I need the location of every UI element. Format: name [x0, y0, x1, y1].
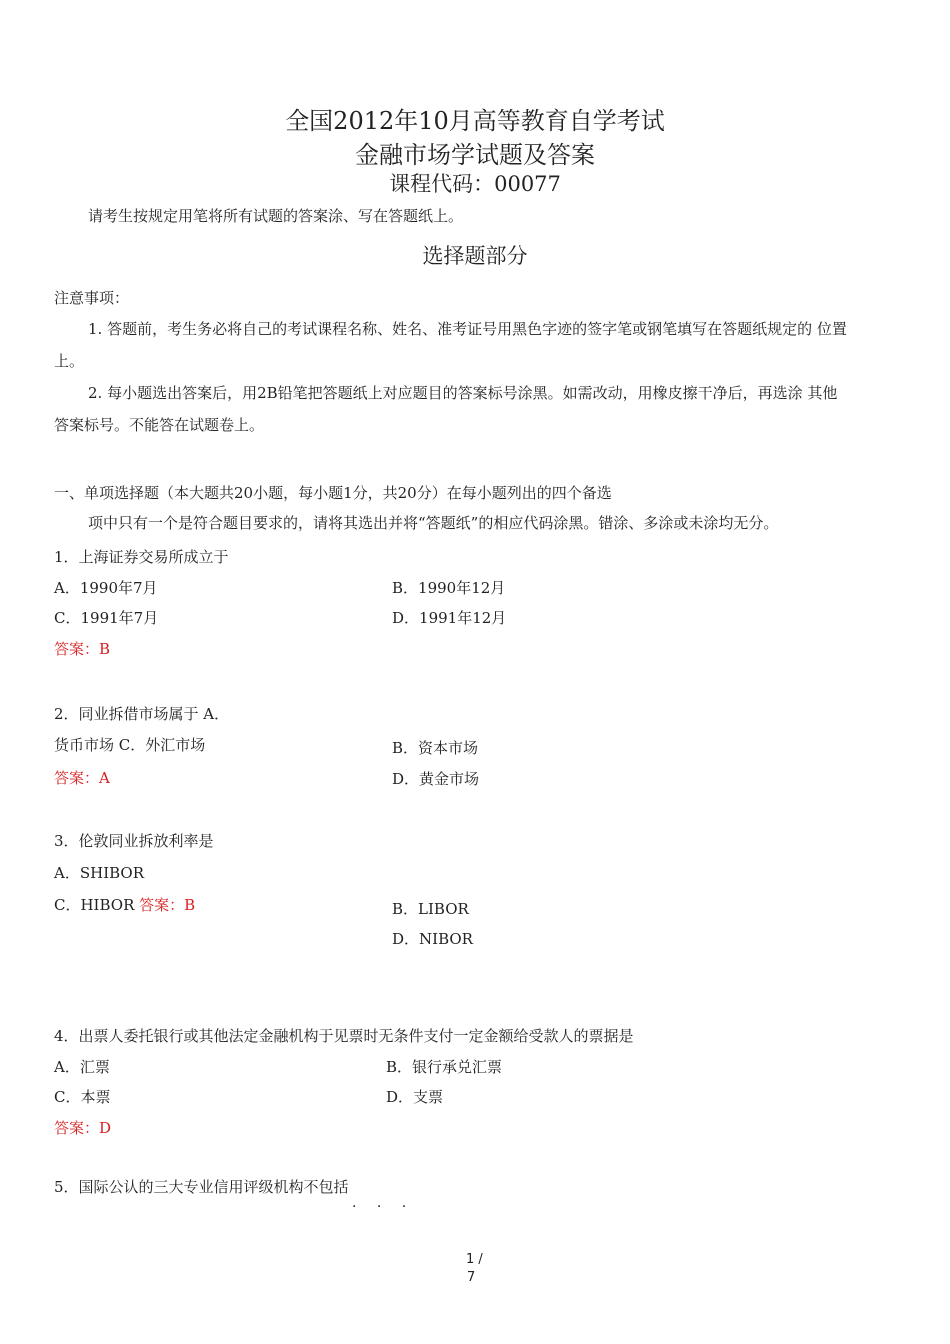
note1-line2: 上。: [54, 352, 85, 370]
q3-option-c-line: [54, 894, 195, 915]
q3-option-d: D．NIBOR: [392, 930, 473, 948]
q1-option-a: A．1990年7月: [54, 579, 158, 597]
q1-option-d: D．1991年12月: [392, 609, 507, 627]
q4-stem: 4．出票人委托银行或其他法定金融机构于见票时无条件支付一定金额给受款人的票据是: [54, 1027, 634, 1045]
notes-label: 注意事项：: [54, 289, 130, 307]
instruction: 请考生按规定用笔将所有试题的答案涂、写在答题纸上。: [88, 207, 464, 225]
part1-heading: 一、单项选择题（本大题共20小题，每小题1分，共20分）在每小题列出的四个备选: [54, 484, 612, 502]
title-line1: 全国2012年10月高等教育自学考试: [285, 107, 665, 135]
q5-stem: 5．国际公认的三大专业信用评级机构不包括: [54, 1178, 349, 1196]
page-number: 1 /: [466, 1252, 483, 1267]
continuation-dots: · · ·: [352, 1199, 415, 1215]
q1-option-b: B．1990年12月: [392, 579, 506, 597]
q2-stem: 2．同业拆借市场属于 A．: [54, 705, 230, 723]
title-line2: 金融市场学试题及答案: [355, 141, 595, 169]
q2-option-b: B．资本市场: [392, 739, 479, 757]
q3-option-b: B．LIBOR: [392, 900, 469, 918]
q2-option-d: D．黄金市场: [392, 770, 480, 788]
q3-answer: 答案：B: [139, 896, 196, 914]
section-title: 选择题部分: [422, 244, 528, 268]
note1-line1: 1. 答题前，考生务必将自己的考试课程名称、姓名、准考证号用黑色字迹的签字笔或钢笔填写在答题纸规定的 位置: [88, 320, 847, 338]
q3-option-c: C．HIBOR: [54, 896, 135, 914]
q3-stem: 3．伦敦同业拆放利率是: [54, 832, 214, 850]
q3-option-a: A．SHIBOR: [54, 864, 145, 882]
q4-option-b: B．银行承兑汇票: [386, 1058, 503, 1076]
page-total: 7: [467, 1270, 476, 1285]
q4-answer: 答案：D: [54, 1119, 112, 1137]
course-code: 课程代码：00077: [389, 172, 561, 196]
q4-option-c: C．本票: [54, 1088, 111, 1106]
q1-answer: 答案：B: [54, 640, 111, 658]
q2-answer: 答案：A: [54, 769, 110, 787]
note2-line1: 2. 每小题选出答案后，用2B铅笔把答题纸上对应题目的答案标号涂黑。如需改动，用橡皮擦干净后，再选涂 其他: [88, 384, 838, 402]
q1-option-c: C．1991年7月: [54, 609, 159, 627]
note2-line2: 答案标号。不能答在试题卷上。: [54, 416, 265, 434]
part1-subheading: 项中只有一个是符合题目要求的，请将其选出并将“答题纸”的相应代码涂黑。错涂、多涂或未涂均无分。: [88, 514, 779, 532]
q1-stem: 1．上海证券交易所成立于: [54, 548, 229, 566]
q4-option-a: A．汇票: [54, 1058, 110, 1076]
q2-option-a-c: 货币市场 C．外汇市场: [54, 736, 206, 754]
q4-option-d: D．支票: [386, 1088, 444, 1106]
